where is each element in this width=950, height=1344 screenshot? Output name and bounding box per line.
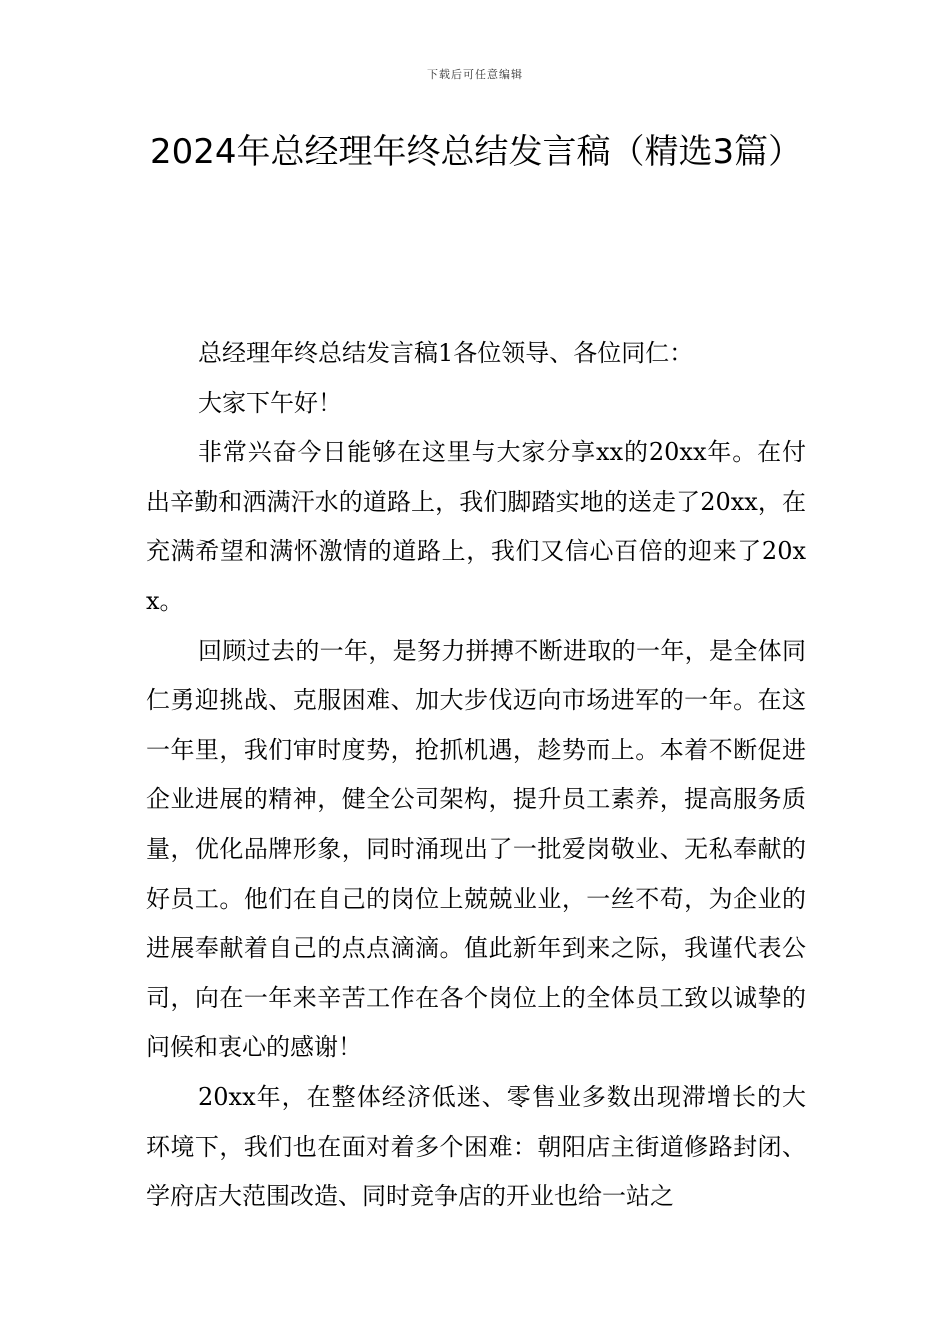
paragraph-greeting-line: 总经理年终总结发言稿1各位领导、各位同仁： bbox=[198, 339, 694, 367]
paragraph-challenges: 20xx年，在整体经济低迷、零售业多数出现滞增长的大环境下，我们也在面对着多个困难：朝阳店主街道修路封闭、学府店大范围改造、同时竞争店的开业也给一站之 bbox=[146, 1082, 806, 1211]
paragraph-good-afternoon: 大家下午好！ bbox=[198, 388, 342, 417]
document-title: 2024年总经理年终总结发言稿（精选3篇） bbox=[150, 132, 803, 172]
paragraph-opening: 非常兴奋今日能够在这里与大家分享xx的20xx年。在付出辛勤和洒满汗水的道路上，我们脚踏实地的送走了20xx，在充满希望和满怀激情的道路上，我们又信心百倍的迎来了20xx。 bbox=[146, 438, 806, 615]
paragraph-review: 回顾过去的一年，是努力拼搏不断进取的一年，是全体同仁勇迎挑战、克服困难、加大步伐迈向市场进军的一年。在这一年里，我们审时度势，抢抓机遇，趁势而上。本着不断促进企业进展的精神，健全公司架构，提升员工素养，提高服务质量，优化品牌形象，同时涌现出了一批爱岗敬业、无私奉献的好员工。他们在自己的岗位上兢兢业业，一丝不苟，为企业的进展奉献着自己的点点滴滴。值此新年到来之际，我谨代表公司，向在一年来辛苦工作在各个岗位上的全体员工致以诚挚的问候和衷心的感谢！ bbox=[146, 636, 806, 1062]
document-body bbox=[146, 329, 806, 1222]
header-note: 下载后可任意编辑 bbox=[427, 68, 523, 81]
